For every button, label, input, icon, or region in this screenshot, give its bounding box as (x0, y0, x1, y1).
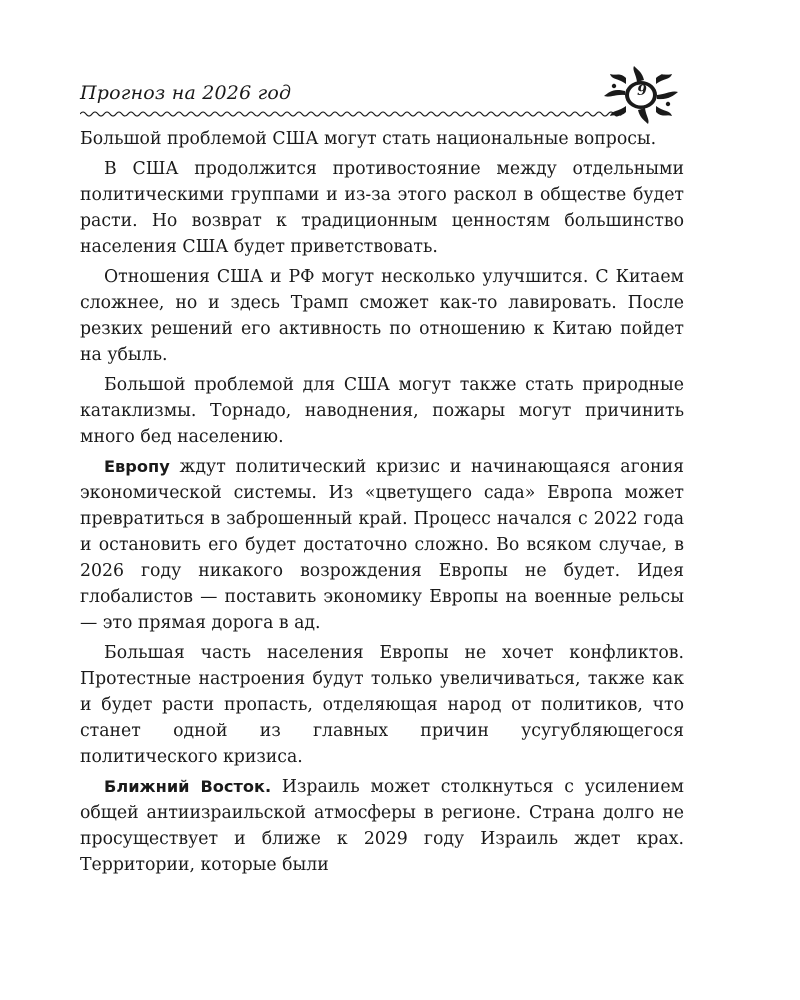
page-number: 9 (637, 83, 647, 99)
paragraph-text: Большая часть населения Европы не хочет конфликтов. Протестные настроения будут только увеличиваться, также как и будет расти пропасть, отделяющая народ от политиков, что станет одной из главных причин усугубляющегося политического кризиса. (80, 643, 684, 767)
paragraph (80, 156, 684, 260)
paragraph-text: Большой проблемой для США могут также стать природные катаклизмы. Торнадо, наводнения, пожары могут причинить много бед населению. (80, 375, 684, 447)
paragraph-text: Большой проблемой США могут стать национальные вопросы. (80, 129, 657, 149)
running-title: Прогноз на 2026 год (80, 82, 292, 104)
paragraph (80, 640, 684, 770)
paragraph-text: Израиль может столкнуться с усилением общей антиизраильской атмосферы в регионе. Страна долго не просуществует и ближе к 2029 году Израиль ждет крах. Территории, которые были (80, 777, 684, 875)
paragraph (80, 264, 684, 368)
paragraph (80, 774, 684, 878)
paragraph (80, 372, 684, 450)
section-lead: Ближний Восток. (104, 777, 272, 796)
paragraph (80, 454, 684, 636)
body-text (80, 126, 684, 882)
paragraph-text: Отношения США и РФ могут несколько улучшится. С Китаем сложнее, но и здесь Трамп сможет как-то лавировать. После резких решений его активность по отношению к Китаю пойдет на убыль. (80, 267, 684, 365)
section-lead: Европу (104, 457, 170, 476)
paragraph-text: ждут политический кризис и начинающаяся агония экономической системы. Из «цветущего сада» Европа может превратиться в заброшенный край. Процесс начался с 2022 года и остановить его будет достаточно сложно. Во всяком случае, в 2026 году никакого возрождения Европы не будет. Идея глобалистов — поставить экономику Европы на военные рельсы — это прямая дорога в ад. (80, 457, 684, 633)
page-header (80, 80, 680, 124)
wavy-rule (80, 108, 620, 120)
paragraph (80, 126, 684, 152)
paragraph-text: В США продолжится противостояние между отдельными политическими группами и из-за этого раскол в обществе будет расти. Но возврат к традиционным ценностям большинство населения США будет приветствовать. (80, 159, 684, 257)
